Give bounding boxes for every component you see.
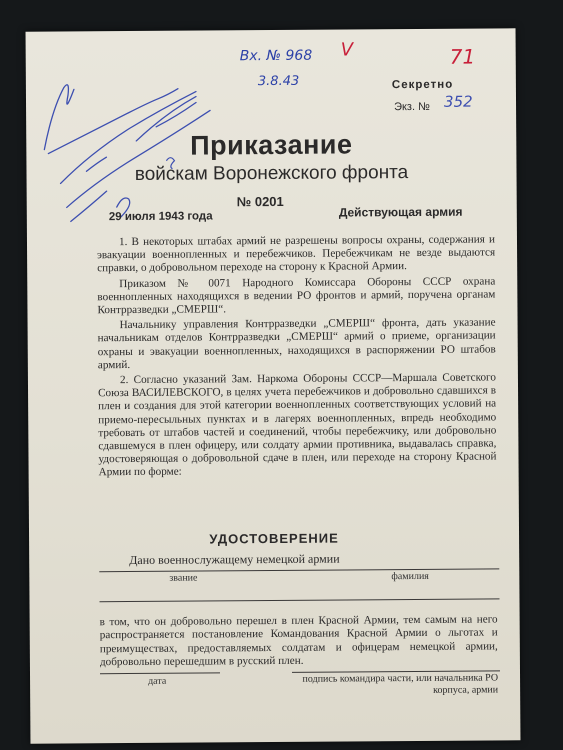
order-number: № 0201 xyxy=(236,193,284,210)
surname-label: фамилия xyxy=(391,570,429,583)
paragraph: 1. В некоторых штабах армий не разрешены вопросы охраны, содержания и эвакуации военнопленных и перебежчиков. Перебежчикам не везде выдаются справки, о добровольном переходе на сторону к Красной Армии. xyxy=(97,233,496,275)
check-mark-handwritten: V xyxy=(340,39,354,61)
date-label: дата xyxy=(148,675,167,687)
inbox-date-handwritten: 3.8.43 xyxy=(257,73,300,90)
page-number-handwritten: 71 xyxy=(449,44,476,69)
name-line xyxy=(99,598,499,602)
order-date: 29 июля 1943 года xyxy=(108,210,213,224)
document-subtitle: войскам Воронежского фронта xyxy=(134,162,409,185)
order-body xyxy=(97,233,497,479)
paragraph: Начальнику управления Контрразведки „СМЕРШ“ фронта, дать указание начальникам отделов Контрразведки „СМЕРШ“ армий о приеме, организации охраны и эвакуации военнопленных, находящихся в распоряжении РО штабов армий. xyxy=(97,316,496,372)
paragraph: Приказом № 0071 Народного Комиссара Обороны СССР охрана военнопленных находящихся в ведении РО фронтов и армий, поручена органам Контрразведки „СМЕРШ“. xyxy=(97,275,496,317)
certificate-text xyxy=(100,613,498,669)
copy-label: Экз. № xyxy=(394,100,430,114)
paragraph: 2. Согласно указаний Зам. Наркома Обороны СССР—Маршала Советского Союза ВАСИЛЕВСКОГО, в целях учета перебежчиков и добровольно сдавшихся в плен и создания для этой категории военнопленных соответствующих условий на приемо-пересыльных пунктах и в лагерях военнопленных, впредь необходимо требовать от штабов частей и соединений, чтобы перебежчику, или добровольно сдавшемуся в плен офицеру, или солдату армии противника, выдавалась справка, удостоверяющая о добровольной сдаче в плен, или переходе на сторону Красной Армии по форме: xyxy=(98,371,497,479)
rank-surname-line xyxy=(99,568,499,572)
signature-label: подпись командира части, или начальника РО корпуса, армии xyxy=(302,672,499,696)
rank-label: звание xyxy=(169,572,198,584)
army-label: Действующая армия xyxy=(338,204,463,220)
certificate-issued-to: Дано военнослужащему немецкой армии xyxy=(129,551,340,568)
certificate-title: УДОСТОВЕРЕНИЕ xyxy=(209,530,339,547)
inbox-number-handwritten: Вх. № 968 xyxy=(239,47,313,65)
document-title: Приказание xyxy=(190,129,353,161)
certificate-paragraph: в том, что он добровольно перешел в плен Красной Армии, тем самым на него распространяется постановление Командования Красной Армии о льготах и преимуществах, предоставляемых солдатам и офицерам немецкой армии, добровольно перешедшим в русский плен. xyxy=(99,613,498,669)
copy-number-handwritten: 352 xyxy=(443,92,473,111)
document-page xyxy=(26,28,521,743)
date-line xyxy=(100,672,220,674)
secret-stamp: Секретно xyxy=(391,78,454,92)
